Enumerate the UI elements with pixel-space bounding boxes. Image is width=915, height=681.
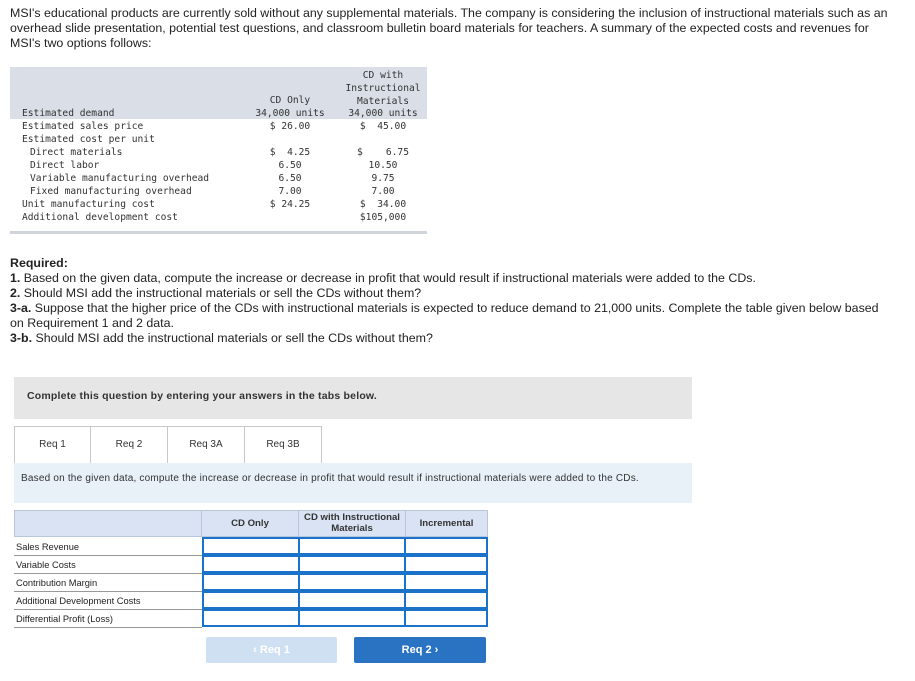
required-section [10,256,890,346]
answer-row-label-sales-revenue: Sales Revenue [14,538,202,556]
answer-header-cd-with-materials: CD with Instructional Materials [304,512,400,534]
summary-cell: 34,000 units [348,108,418,119]
input-variable-costs-incremental[interactable] [404,555,488,573]
tab-req-1[interactable]: Req 1 [14,426,91,464]
banner-text: Complete this question by entering your answers in the tabs below. [27,390,378,402]
summary-row-label: Direct labor [30,160,100,171]
answer-header-cd-only: CD Only [231,518,269,529]
chevron-left-icon: ‹ [253,644,257,656]
tab-req-3a[interactable]: Req 3A [167,426,245,464]
summary-row-label: Estimated sales price [22,121,144,132]
summary-col-cd-only: CD Only [269,95,311,106]
summary-cell: 10.50 [368,160,398,171]
summary-row-label: Variable manufacturing overhead [30,173,210,184]
answer-header-blank [14,510,202,537]
summary-cell: $ 6.75 [357,147,409,158]
summary-cell: $ 26.00 [269,121,311,132]
required-item-1: 1. Based on the given data, compute the increase or decrease in profit that would result if instructional materials were added to the CDs. [10,271,756,285]
summary-row-label: Estimated demand [22,108,115,119]
input-contribution-margin-cd-only[interactable] [202,573,300,591]
answer-row-label-additional-development-costs: Additional Development Costs [14,592,202,610]
summary-row-label: Direct materials [30,147,123,158]
summary-row-label: Additional development cost [22,212,178,223]
tab-content-description [14,463,692,503]
input-differential-profit-incremental[interactable] [404,609,488,627]
summary-cell: 6.50 [278,173,302,184]
summary-cell: $ 24.25 [269,199,311,210]
answer-row-label-variable-costs: Variable Costs [14,556,202,574]
required-item-2: 2. Should MSI add the instructional materials or sell the CDs without them? [10,286,422,300]
required-item-3b: 3-b. Should MSI add the instructional materials or sell the CDs without them? [10,331,433,345]
tab-req-2[interactable]: Req 2 [90,426,168,464]
summary-cell: $ 4.25 [269,147,311,158]
input-differential-profit-cd-only[interactable] [202,609,300,627]
answer-header-incremental: Incremental [419,518,474,529]
input-dev-costs-cd-with[interactable] [298,591,406,609]
input-sales-revenue-cd-only[interactable] [202,537,300,555]
summary-col-cd-with-materials: CD with Instructional Materials [345,70,421,107]
summary-cell: $ 34.00 [359,199,407,210]
input-sales-revenue-incremental[interactable] [404,537,488,555]
prev-req-button[interactable]: ‹ Req 1 [206,637,337,663]
input-variable-costs-cd-only[interactable] [202,555,300,573]
summary-cell: 9.75 [371,173,395,184]
summary-row-label: Estimated cost per unit [22,134,155,145]
tab-content-text: Based on the given data, compute the increase or decrease in profit that would result if instructional materials were added to the CDs. [21,473,639,484]
summary-table [10,67,427,234]
summary-cell: 34,000 units [255,108,325,119]
input-contribution-margin-incremental[interactable] [404,573,488,591]
summary-cell: 6.50 [278,160,302,171]
input-variable-costs-cd-with[interactable] [298,555,406,573]
summary-row-label: Fixed manufacturing overhead [30,186,192,197]
answer-row-label-contribution-margin: Contribution Margin [14,574,202,592]
summary-row-label: Unit manufacturing cost [22,199,155,210]
required-item-3a: 3-a. Suppose that the higher price of the CDs with instructional materials is expected to reduce demand to 21,000 units. Complete the table given below based on Requirement 1 and 2 data. [10,301,879,330]
input-contribution-margin-cd-with[interactable] [298,573,406,591]
chevron-right-icon: › [434,644,439,656]
next-req-button[interactable]: Req 2 › [354,637,486,663]
input-differential-profit-cd-with[interactable] [298,609,406,627]
input-dev-costs-incremental[interactable] [404,591,488,609]
input-sales-revenue-cd-with[interactable] [298,537,406,555]
instructions-banner [14,377,692,419]
summary-cell: $105,000 [359,212,407,223]
summary-cell: 7.00 [371,186,395,197]
input-dev-costs-cd-only[interactable] [202,591,300,609]
intro-paragraph: MSI's educational products are currently sold without any supplemental materials. The company is considering the inclusion of instructional materials such as an overhead slide presentation, potential test questions, and classroom bulletin board materials for teachers. A summary of the expected costs and revenues for MSI's two options follows: [10,6,888,50]
tab-req-3b[interactable]: Req 3B [244,426,322,464]
required-title: Required: [10,256,68,270]
summary-cell: 7.00 [278,186,302,197]
answer-row-label-differential-profit: Differential Profit (Loss) [14,610,202,628]
summary-cell: $ 45.00 [359,121,407,132]
